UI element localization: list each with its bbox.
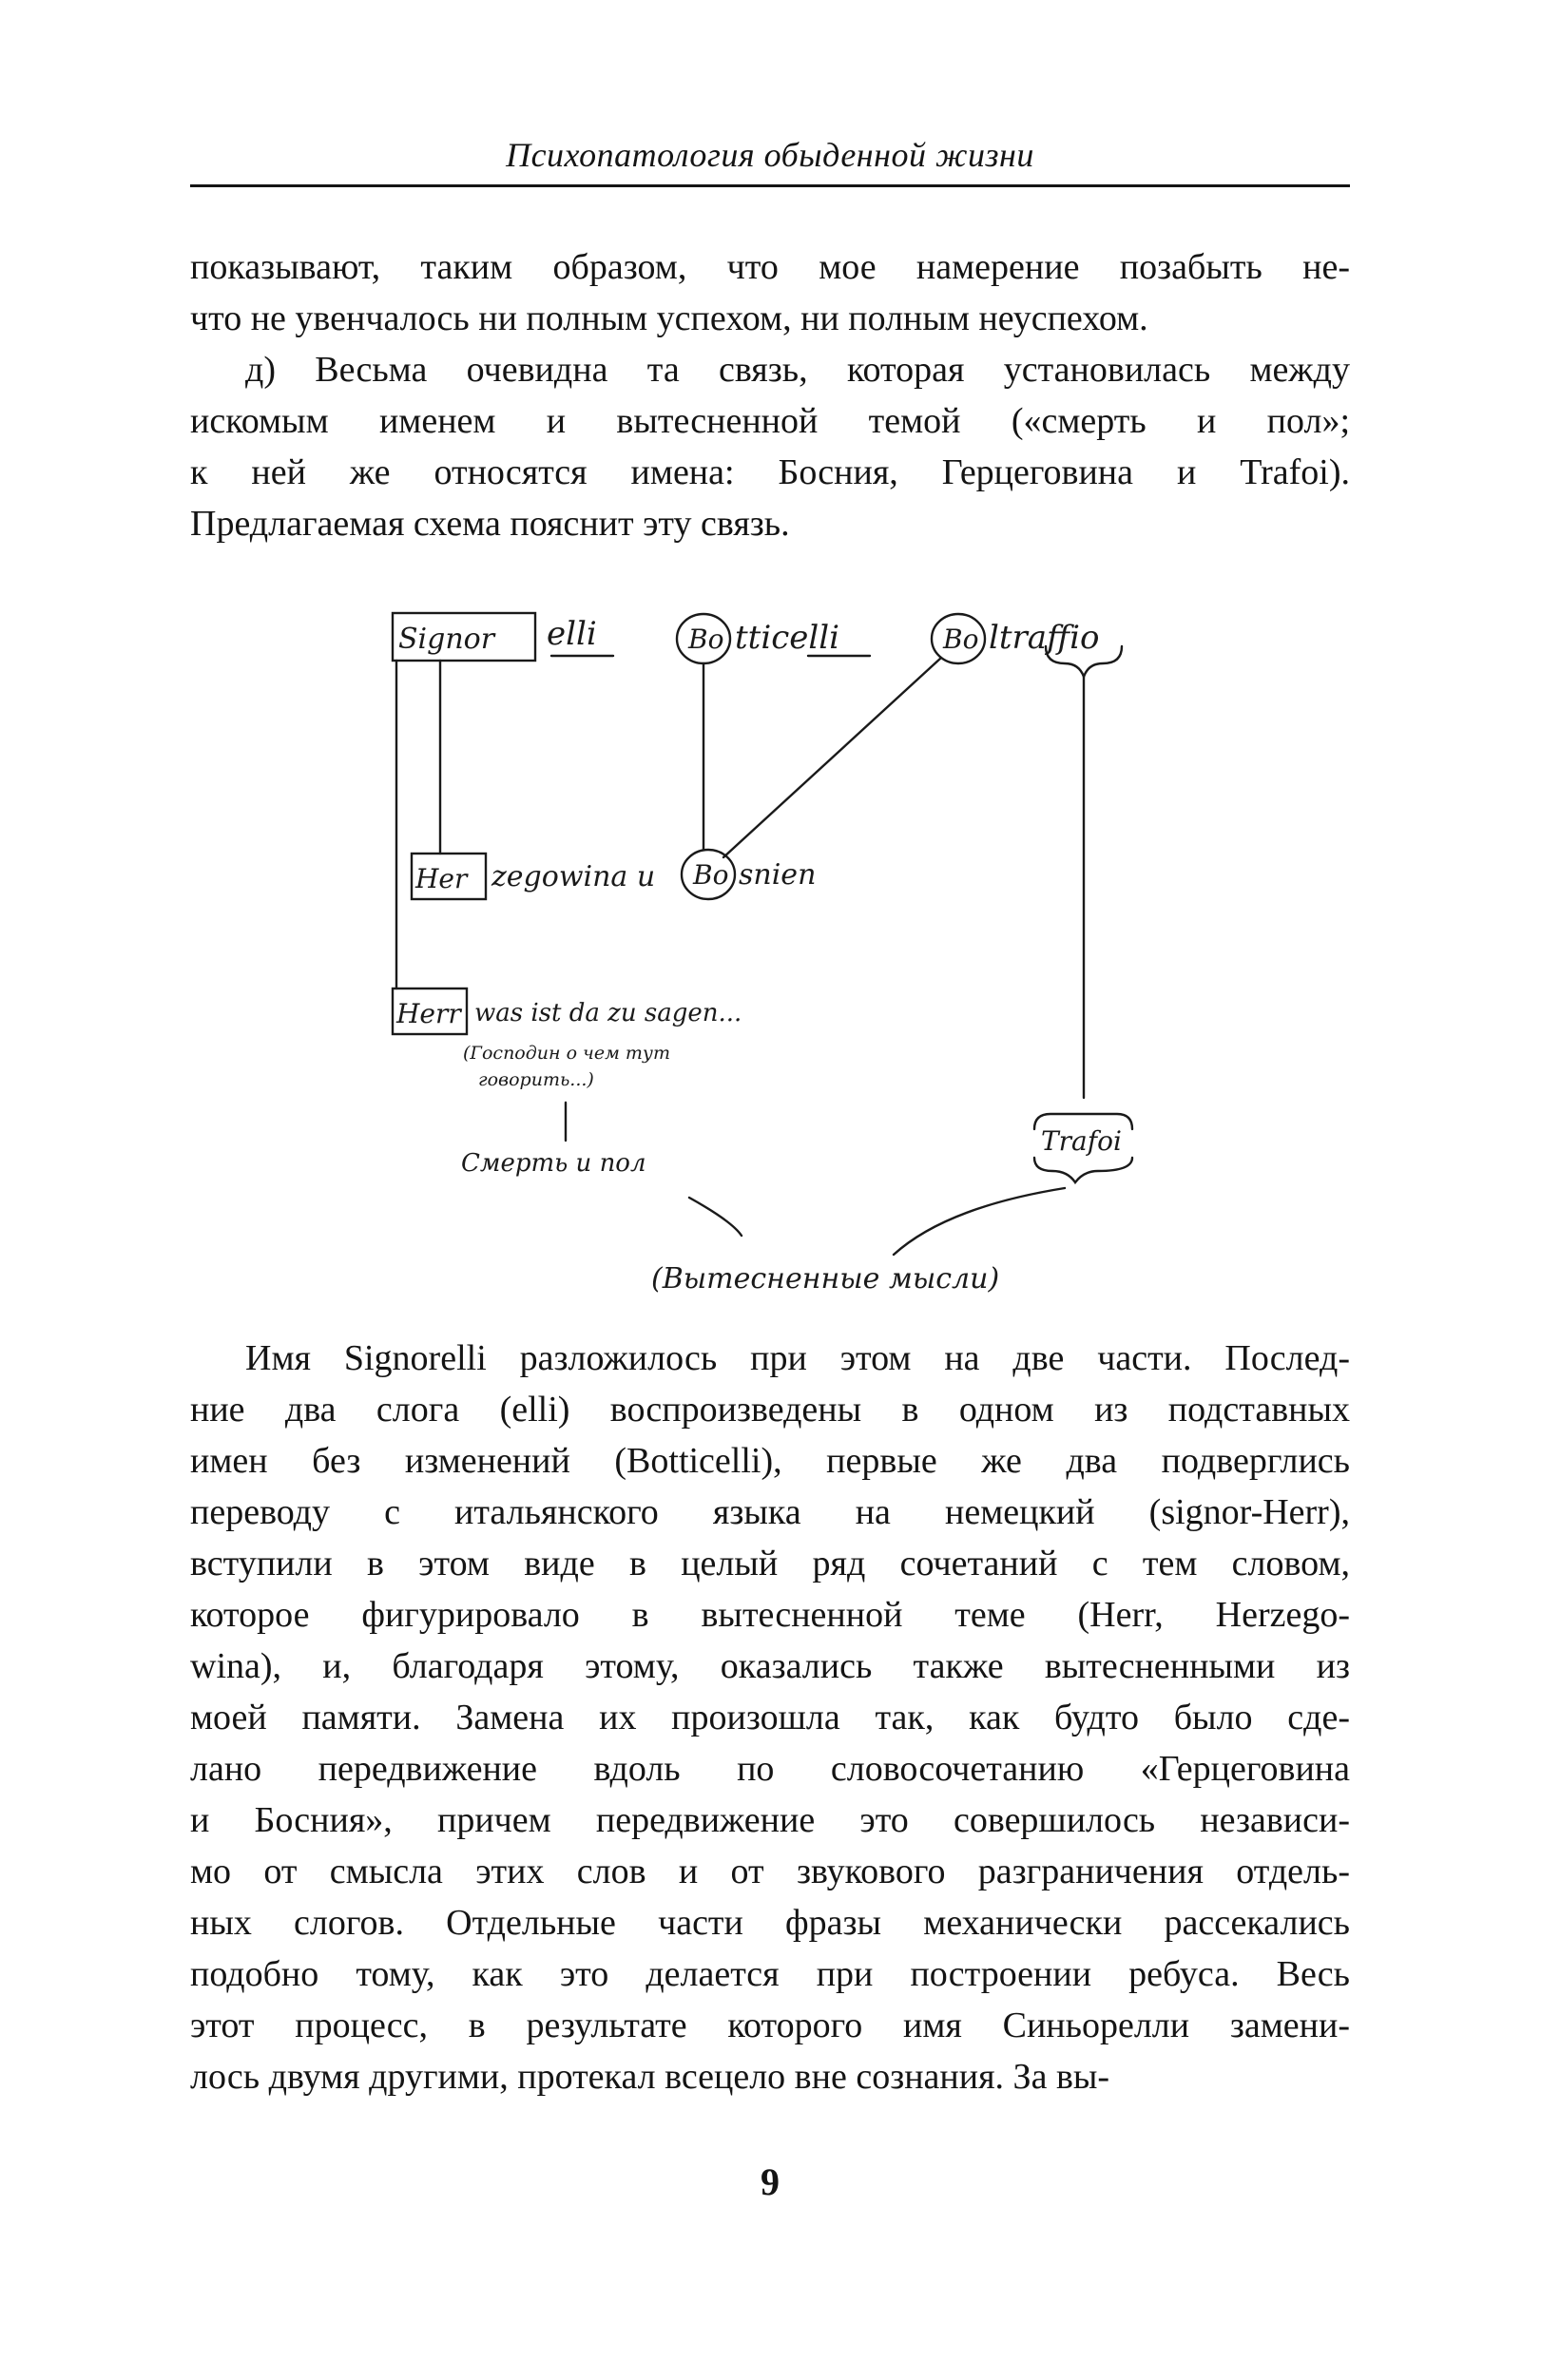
repressed-thoughts-label: (Вытесненные мысли) <box>651 1262 1000 1296</box>
signor-label: Signor <box>398 623 495 656</box>
text-line: ных слогов. Отдельные части фразы механически рассекались <box>190 1903 1350 1943</box>
text-line: показывают, таким образом, что мое намерение позабыть не- <box>190 247 1350 287</box>
was-ist-label: was ist da zu sagen... <box>474 999 742 1027</box>
text-line: мо от смысла этих слов и от звукового разграничения отдель- <box>190 1852 1350 1891</box>
paragraph-3 <box>190 1333 1350 2102</box>
smert-label: Смерть и пол <box>461 1149 646 1178</box>
zegowina-label: zegowina u <box>491 860 656 893</box>
text-line: имен без изменений (Botticelli), первые же два подверглись <box>190 1441 1350 1481</box>
her-label: Her <box>415 863 468 894</box>
text-line: лось двумя другими, протекал всецело вне сознания. За вы- <box>190 2057 1110 2097</box>
text-line: ние два слога (elli) воспроизведены в одном из подставных <box>190 1390 1350 1430</box>
bo-label-3: Bo <box>693 859 729 891</box>
paragraph-2 <box>190 344 1350 549</box>
text-line: к ней же относятся имена: Босния, Герцеговина и Trafoi). <box>190 452 1350 492</box>
trafoi-bottom-bracket <box>1034 1158 1132 1182</box>
text-line: Имя Signorelli разложилось при этом на две части. Послед- <box>245 1338 1350 1378</box>
header-rule <box>190 184 1350 187</box>
elli-label: elli <box>547 615 597 653</box>
bo-label-1: Bo <box>688 624 724 655</box>
trafoi-label: Trafoi <box>1041 1125 1122 1157</box>
tticelli-label: tticelli <box>735 619 839 657</box>
snien-label: snien <box>739 858 817 892</box>
gospodin-label: (Господин о чем тут <box>463 1043 670 1064</box>
govorit-label: говорить...) <box>478 1069 594 1090</box>
text-line: и Босния», причем передвижение это совершилось независи- <box>190 1800 1350 1840</box>
text-line: моей памяти. Замена их произошла так, как будто было сде- <box>190 1698 1350 1737</box>
text-line: искомым именем и вытесненной темой («смерть и пол»; <box>190 401 1350 441</box>
text-line: Предлагаемая схема пояснит эту связь. <box>190 504 790 544</box>
diagram-svg <box>376 589 1212 1331</box>
text-line: д) Весьма очевидна та связь, которая установилась между <box>245 350 1350 390</box>
signorelli-scheme-diagram <box>376 589 1212 1331</box>
running-title: Психопатология обыденной жизни <box>506 136 1034 174</box>
text-line: подобно тому, как это делается при построении ребуса. Весь <box>190 1954 1350 1994</box>
paragraph-1 <box>190 241 1350 344</box>
herr-label: Herr <box>396 998 461 1029</box>
text-line: этот процесс, в результате которого имя Синьорелли замени- <box>190 2006 1350 2045</box>
text-line: переводу с итальянского языка на немецкий (signor-Herr), <box>190 1492 1350 1532</box>
bo-label-2: Bo <box>943 624 979 655</box>
page-number: 9 <box>761 2160 780 2203</box>
text-line: что не увенчалось ни полным успехом, ни полным неуспехом. <box>190 298 1148 338</box>
text-line: wina), и, благодаря этому, оказались также вытесненными из <box>190 1646 1350 1686</box>
boltraffio-bosnien-line <box>723 658 941 857</box>
text-line: лано передвижение вдоль по словосочетанию «Герцеговина <box>190 1749 1350 1789</box>
text-line: вступили в этом виде в целый ряд сочетаний с тем словом, <box>190 1544 1350 1583</box>
ltraffio-label: ltraffio <box>989 619 1100 657</box>
text-line: которое фигурировало в вытесненной теме (Herr, Herzego- <box>190 1595 1350 1635</box>
smert-repressed-line <box>689 1198 742 1236</box>
trafoi-repressed-line <box>894 1188 1065 1255</box>
